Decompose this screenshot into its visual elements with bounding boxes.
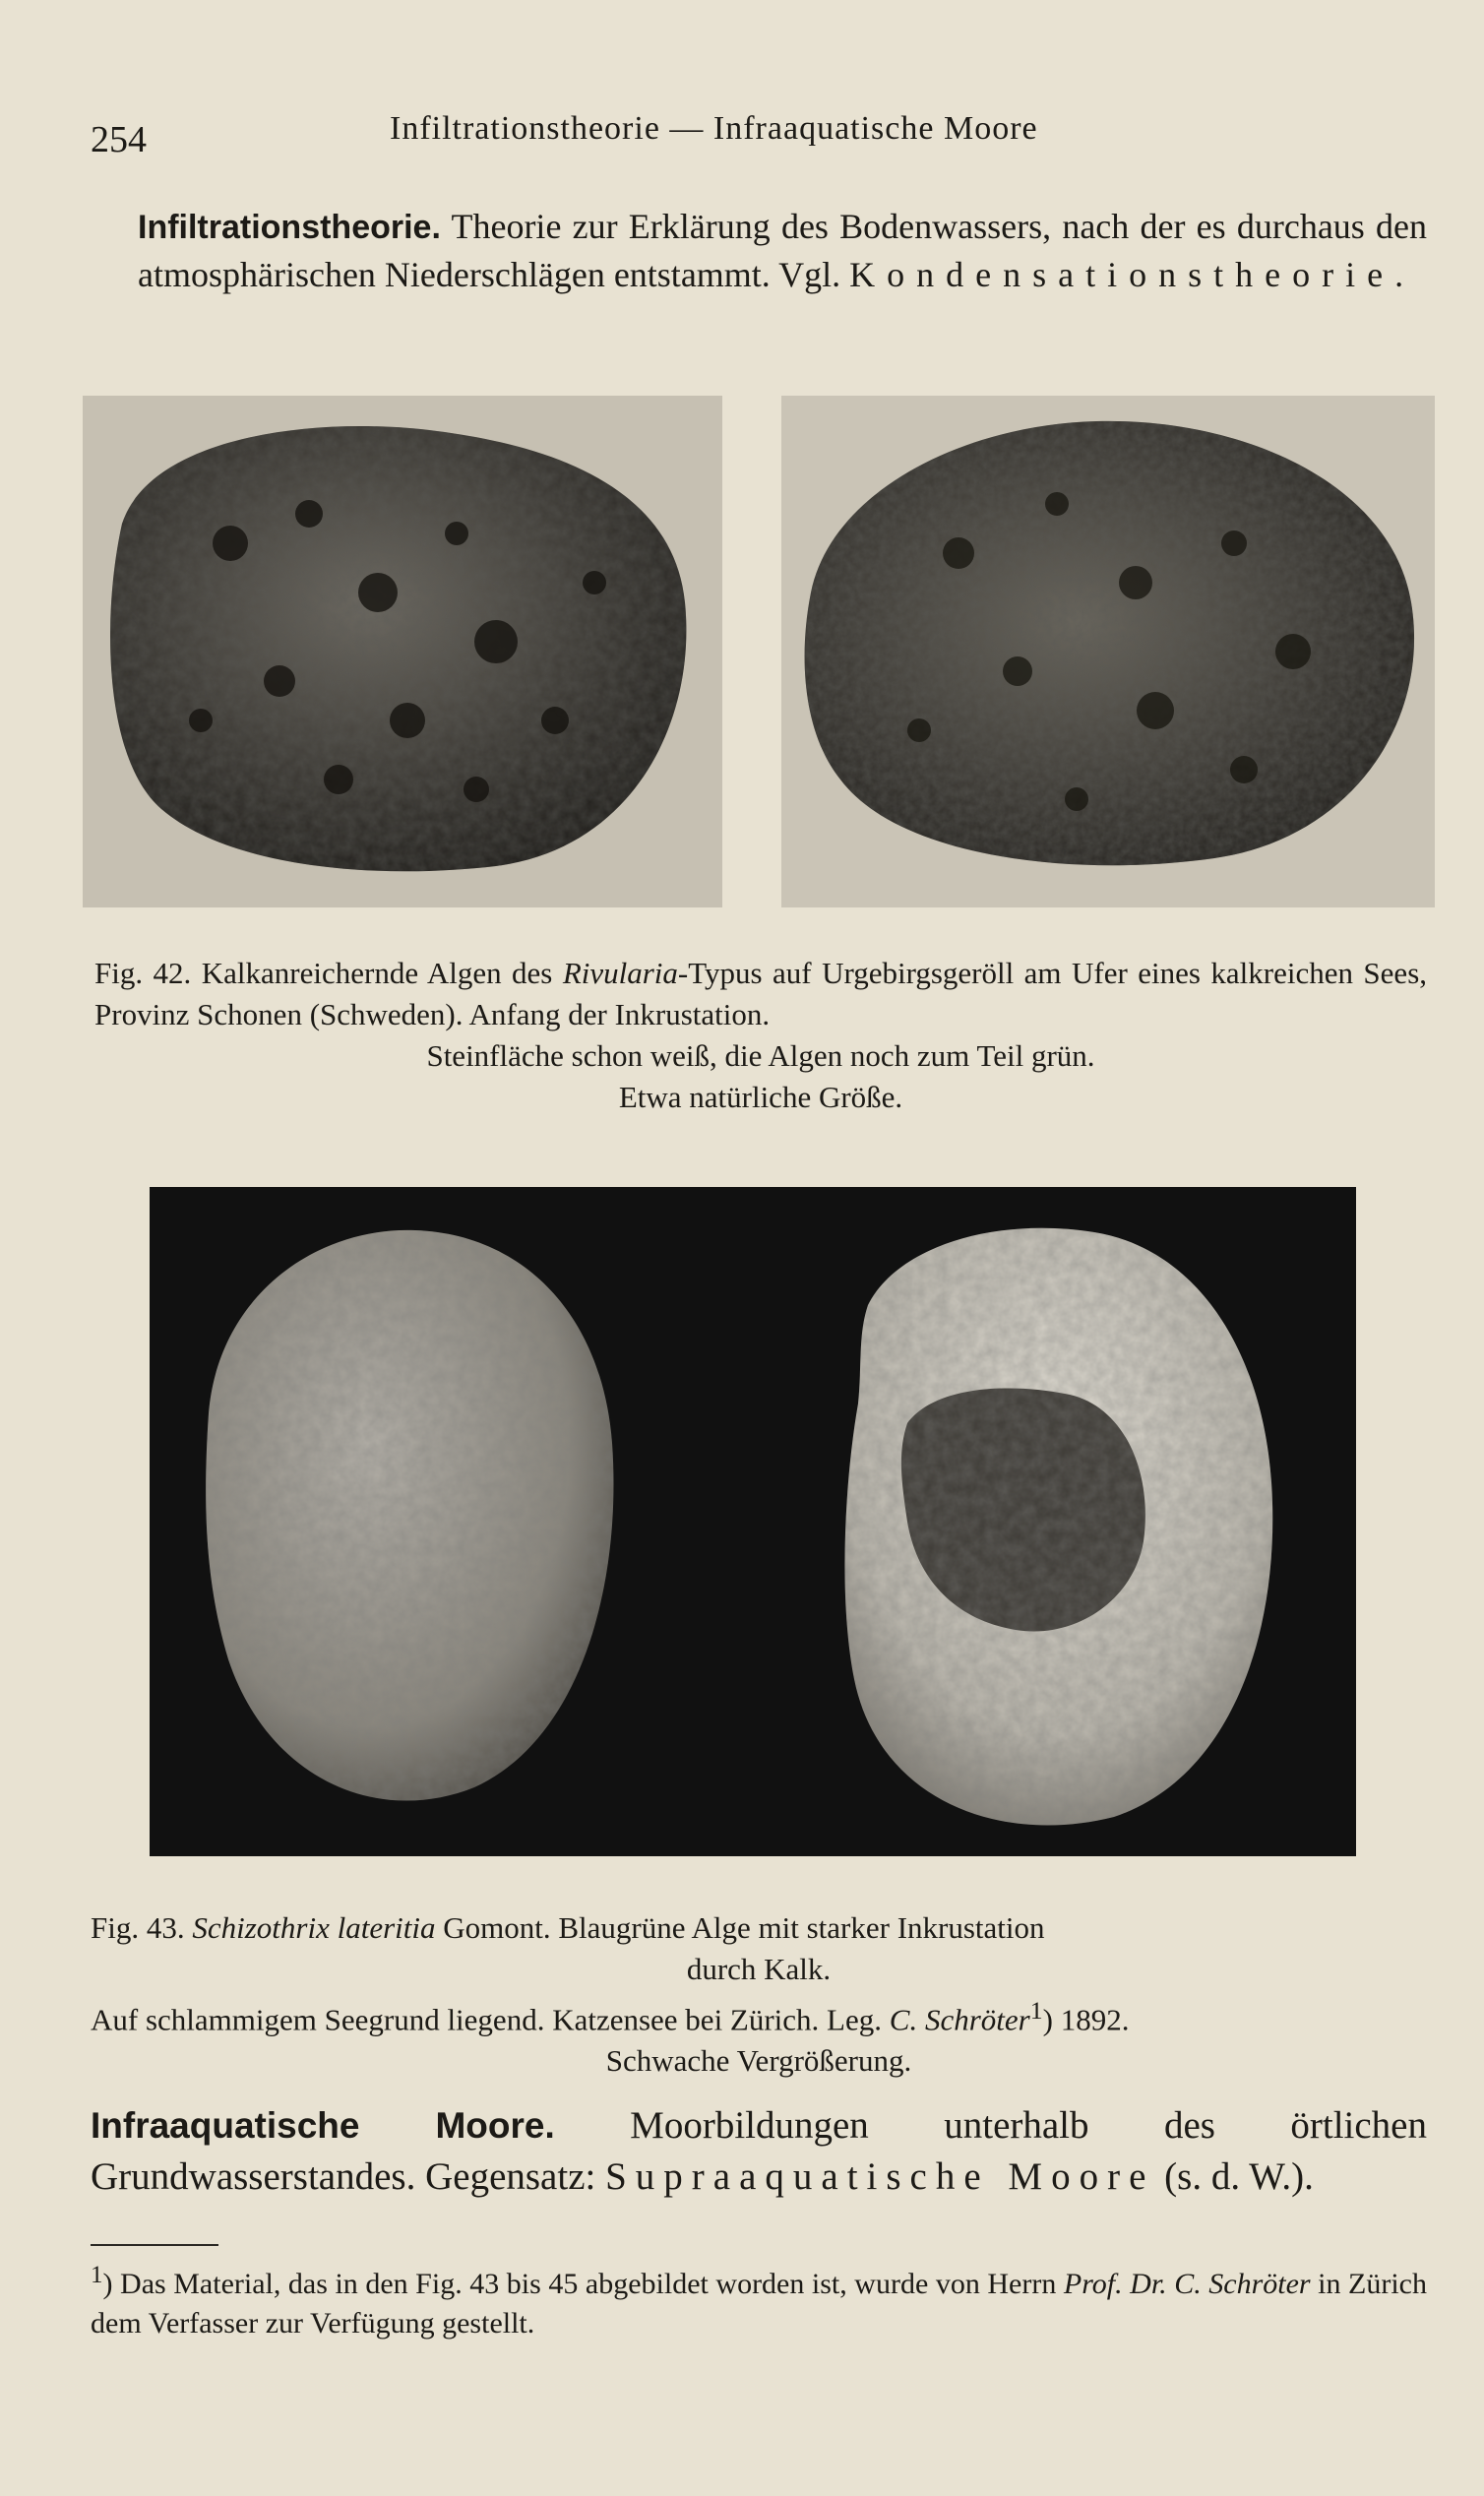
- caption-text: Fig. 43.: [91, 1910, 193, 1945]
- footnote-person: Prof. Dr. C. Schröter: [1063, 2268, 1311, 2300]
- caption-text: Auf schlammigem Seegrund liegend. Katzensee bei Zürich. Leg.: [91, 2002, 890, 2037]
- footnote-number: 1: [91, 2262, 103, 2288]
- caption-line: Steinfläche schon weiß, die Algen noch zum Teil grün.: [426, 1038, 1095, 1073]
- caption-text: -Typus auf Urgebirgsgeröll am Ufer eines kalkreichen Sees, Provinz Schonen (Schweden). Anfang der Inkrustation.: [94, 956, 1428, 1031]
- figure-42-caption: [94, 953, 1427, 1118]
- entry-infiltrationstheorie: [138, 203, 1427, 298]
- footnote: [91, 2256, 1427, 2343]
- caption-text: Fig. 42. Kalkanreichernde Algen des: [94, 956, 563, 990]
- see-also-label: Vgl.: [778, 255, 841, 294]
- entry-text: Moorbildungen unterhalb des örtlichen Grundwasserstandes. Gegensatz:: [91, 2104, 1427, 2198]
- page-number: 254: [91, 119, 147, 160]
- caption-line: Etwa natürliche Größe.: [618, 1080, 903, 1114]
- figure-43-photo: [150, 1187, 1356, 1856]
- caption-line: Schwache Vergrößerung.: [605, 2043, 912, 2079]
- footnote-marker[interactable]: 1: [1029, 1996, 1043, 2025]
- cross-reference-link[interactable]: Kondensationstheorie.: [849, 255, 1416, 294]
- caption-text: ) 1892.: [1042, 2002, 1130, 2037]
- cross-reference-link[interactable]: Supraaquatische Moore: [605, 2155, 1155, 2198]
- caption-line: [91, 1990, 1427, 2040]
- entry-text: Theorie zur Erklärung des Bodenwassers, nach der es durchaus den atmosphärischen Niederschlägen entstammt.: [138, 207, 1427, 294]
- figure-42-photo-left: [83, 396, 722, 907]
- caption-genus: Rivularia: [562, 956, 678, 990]
- running-title: Infiltrationstheorie — Infraaquatische Moore: [390, 110, 1038, 147]
- footnote-text: in Zürich dem Verfasser zur Verfügung gestellt.: [91, 2268, 1427, 2340]
- entry-infraaquatische-moore: [91, 2100, 1427, 2203]
- caption-species: Schizothrix lateritia: [192, 1910, 436, 1945]
- figure-42-photo-right: [781, 396, 1435, 907]
- entry-text: (s. d. W.).: [1164, 2155, 1314, 2198]
- headword: Infraaquatische Moore.: [91, 2105, 555, 2146]
- caption-line: durch Kalk.: [686, 1952, 832, 1986]
- caption-text: Gomont. Blaugrüne Alge mit starker Inkrustation: [435, 1910, 1045, 1945]
- footnote-divider: [91, 2244, 218, 2246]
- figure-43-caption: [91, 1907, 1427, 2082]
- headword: Infiltrationstheorie.: [138, 209, 441, 246]
- footnote-text: ) Das Material, das in den Fig. 43 bis 45 abgebildet worden ist, wurde von Herrn: [102, 2268, 1064, 2300]
- collector-name: C. Schröter: [889, 2002, 1030, 2037]
